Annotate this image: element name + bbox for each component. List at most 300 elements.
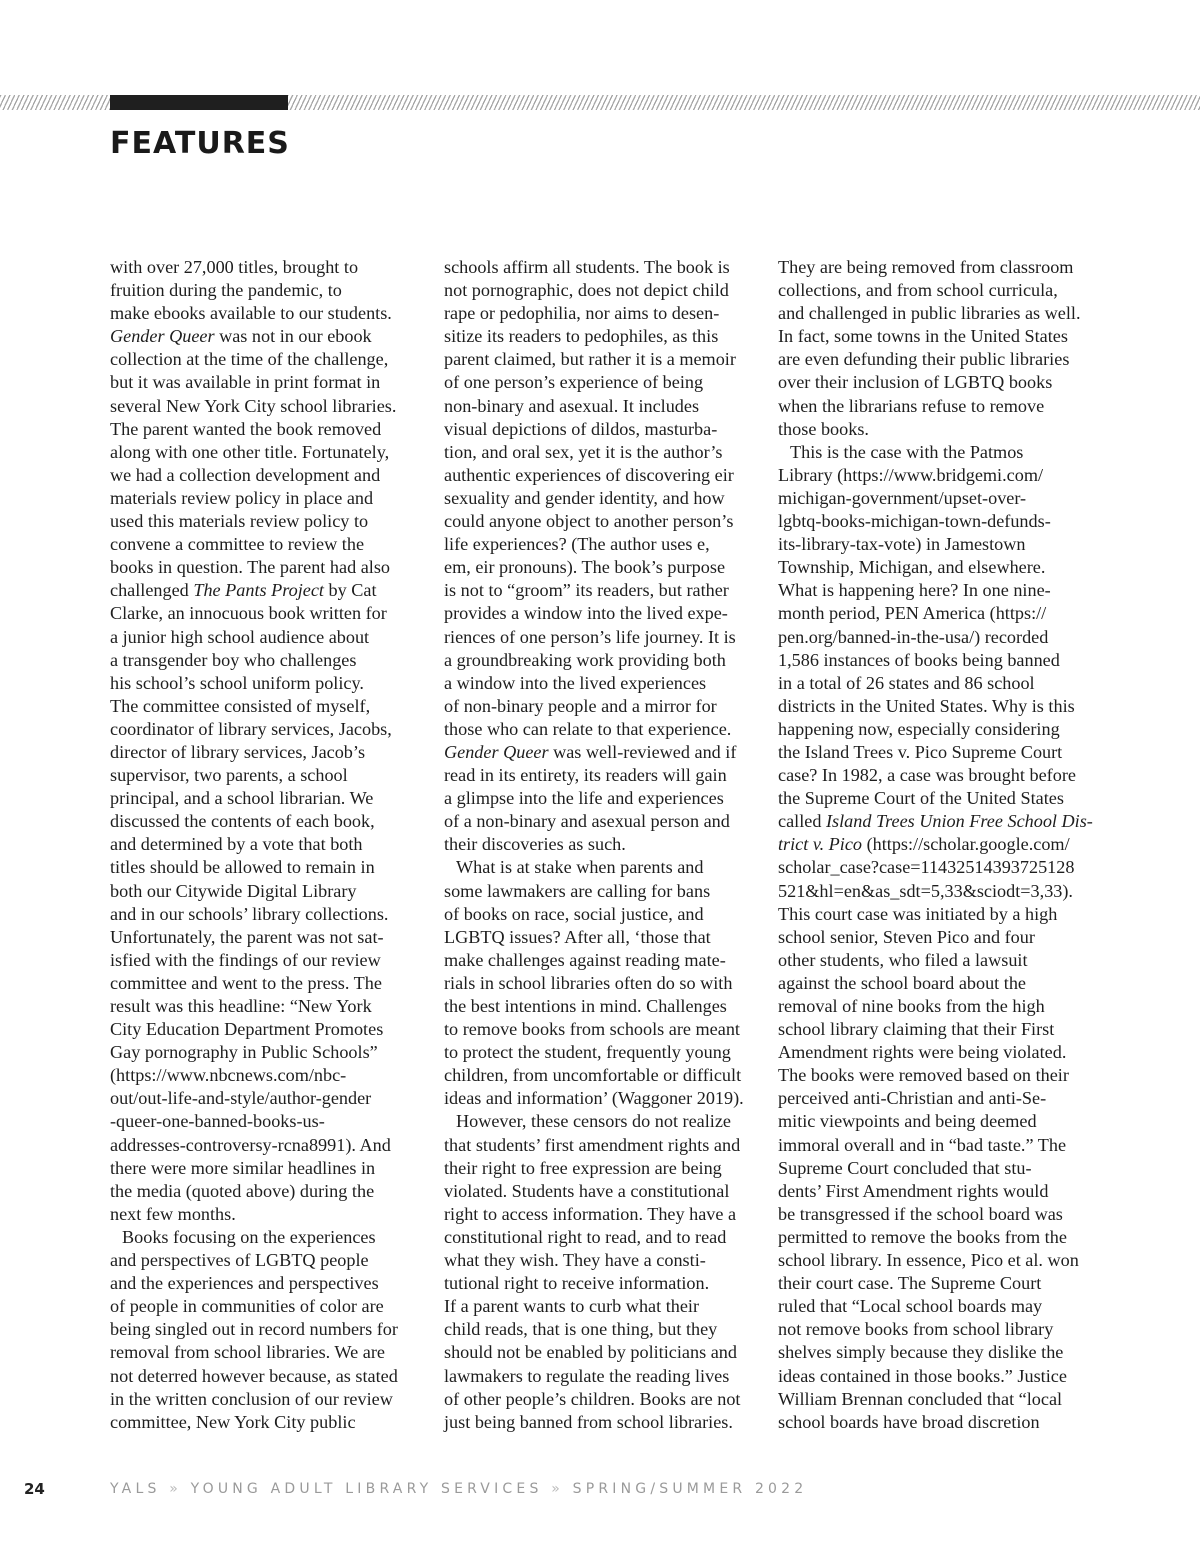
text-line xyxy=(778,487,1090,510)
text-line xyxy=(444,787,756,810)
text-line xyxy=(778,1411,1090,1434)
text-segment: The parent wanted the book removed xyxy=(110,418,382,439)
text-segment: Clarke, an innocuous book written for xyxy=(110,603,387,624)
text-segment: -queer-one-banned-books-us- xyxy=(110,1111,325,1132)
text-line xyxy=(444,833,756,856)
text-line xyxy=(444,256,756,279)
text-line xyxy=(444,533,756,556)
text-segment: not pornographic, does not depict child xyxy=(444,280,729,301)
text-line xyxy=(778,579,1090,602)
text-segment: there were more similar headlines in xyxy=(110,1157,376,1178)
text-segment: in a total of 26 states and 86 school xyxy=(778,672,1035,693)
text-segment: of people in communities of color are xyxy=(110,1296,384,1317)
text-segment: a junior high school audience about xyxy=(110,626,370,647)
text-segment: michigan-government/upset-over- xyxy=(778,487,1027,508)
text-line xyxy=(110,972,422,995)
text-segment: are even defunding their public libraries xyxy=(778,349,1070,370)
text-line xyxy=(778,949,1090,972)
text-line xyxy=(778,464,1090,487)
text-line xyxy=(444,880,756,903)
text-segment: children, from uncomfortable or difficult xyxy=(444,1065,742,1086)
text-line xyxy=(778,1341,1090,1364)
text-line xyxy=(110,833,422,856)
text-line xyxy=(110,602,422,625)
text-line xyxy=(778,695,1090,718)
text-segment: its-library-tax-vote) in Jamestown xyxy=(778,534,1026,555)
text-segment: constitutional right to read, and to read xyxy=(444,1226,727,1247)
text-line xyxy=(778,856,1090,879)
section-title: FEATURES xyxy=(110,126,290,161)
text-line xyxy=(110,1365,422,1388)
text-line xyxy=(444,371,756,394)
text-segment: Library (https://www.bridgemi.com/ xyxy=(778,464,1044,485)
text-segment: along with one other title. Fortunately, xyxy=(110,441,390,462)
text-segment: This is the case with the Patmos xyxy=(790,441,1024,462)
text-line xyxy=(444,1064,756,1087)
text-segment: permitted to remove the books from the xyxy=(778,1226,1067,1247)
text-segment: director of library services, Jacob’s xyxy=(110,741,366,762)
text-segment: some lawmakers are calling for bans xyxy=(444,880,711,901)
text-line xyxy=(444,903,756,926)
text-segment: ruled that “Local school boards may xyxy=(778,1296,1043,1317)
text-segment: Supreme Court concluded that stu- xyxy=(778,1157,1032,1178)
text-line xyxy=(444,348,756,371)
text-segment: collection at the time of the challenge, xyxy=(110,349,389,370)
text-segment: 521&hl=en&as_sdt=5,33&sciodt=3,33). xyxy=(778,880,1073,901)
text-line xyxy=(778,371,1090,394)
text-line xyxy=(444,418,756,441)
article-column-1 xyxy=(110,256,422,1434)
text-segment: next few months. xyxy=(110,1203,236,1224)
text-segment: schools affirm all students. The book is xyxy=(444,257,730,277)
text-segment: and determined by a vote that both xyxy=(110,834,363,855)
text-line xyxy=(444,602,756,625)
text-line xyxy=(110,741,422,764)
text-line xyxy=(778,833,1090,856)
text-line xyxy=(778,903,1090,926)
text-segment: the best intentions in mind. Challenges xyxy=(444,996,727,1016)
text-segment: both our Citywide Digital Library xyxy=(110,880,357,901)
text-line xyxy=(778,395,1090,418)
text-line xyxy=(778,1041,1090,1064)
text-segment: school senior, Steven Pico and four xyxy=(778,926,1035,947)
text-line xyxy=(444,1110,756,1133)
text-line xyxy=(778,602,1090,625)
text-line xyxy=(778,972,1090,995)
running-footer xyxy=(110,1481,807,1497)
text-segment: removal of nine books from the high xyxy=(778,996,1045,1016)
text-segment: school library claiming that their First xyxy=(778,1019,1055,1040)
text-segment: books in question. The parent had also xyxy=(110,557,391,578)
text-segment: called xyxy=(778,811,826,832)
text-line xyxy=(778,649,1090,672)
text-line xyxy=(778,1295,1090,1318)
text-line xyxy=(110,1064,422,1087)
text-line xyxy=(444,995,756,1018)
text-line xyxy=(778,1157,1090,1180)
text-line xyxy=(110,1041,422,1064)
text-segment: of a non-binary and asexual person and xyxy=(444,811,730,832)
text-line xyxy=(110,764,422,787)
footer-separator: » xyxy=(551,1481,564,1497)
text-line xyxy=(778,1318,1090,1341)
text-line xyxy=(778,1272,1090,1295)
text-segment: over their inclusion of LGBTQ books xyxy=(778,372,1053,393)
italic-title: Island Trees Union Free School Dis- xyxy=(825,811,1093,832)
text-segment: should not be enabled by politicians and xyxy=(444,1342,737,1363)
text-segment: ideas and information’ (Waggoner 2019). xyxy=(444,1088,744,1109)
text-line xyxy=(110,1157,422,1180)
text-segment: life experiences? (The author uses e, xyxy=(444,534,710,555)
text-segment: to protect the student, frequently young xyxy=(444,1042,731,1063)
text-line xyxy=(444,741,756,764)
text-line xyxy=(778,787,1090,810)
text-segment: Gay pornography in Public Schools” xyxy=(110,1042,378,1063)
text-line xyxy=(778,1249,1090,1272)
text-segment: is not to “groom” its readers, but rather xyxy=(444,580,729,601)
text-line xyxy=(110,371,422,394)
text-segment: mitic viewpoints and being deemed xyxy=(778,1111,1037,1132)
text-segment: The books were removed based on their xyxy=(778,1065,1069,1086)
text-segment: visual depictions of dildos, masturba- xyxy=(444,418,718,439)
text-segment: However, these censors do not realize xyxy=(456,1111,732,1132)
text-segment: William Brennan concluded that “local xyxy=(778,1388,1063,1409)
text-segment: Township, Michigan, and elsewhere. xyxy=(778,557,1046,578)
text-line xyxy=(444,1388,756,1411)
text-line xyxy=(110,256,422,279)
text-segment: child reads, that is one thing, but they xyxy=(444,1319,718,1340)
text-segment: what they wish. They have a consti- xyxy=(444,1250,706,1271)
text-segment: with over 27,000 titles, brought to xyxy=(110,257,359,277)
text-line xyxy=(444,1134,756,1157)
text-segment: result was this headline: “New York xyxy=(110,996,372,1016)
text-segment: but it was available in print format in xyxy=(110,372,381,393)
text-line xyxy=(110,464,422,487)
text-segment: principal, and a school librarian. We xyxy=(110,788,374,809)
text-segment: If a parent wants to curb what their xyxy=(444,1296,700,1317)
text-segment: committee and went to the press. The xyxy=(110,972,382,993)
text-segment: pen.org/banned-in-the-usa/) recorded xyxy=(778,626,1049,647)
text-line xyxy=(110,348,422,371)
italic-title: trict v. Pico xyxy=(778,834,863,855)
text-segment: rape or pedophilia, nor aims to desen- xyxy=(444,303,720,324)
text-segment: a glimpse into the life and experiences xyxy=(444,788,724,809)
text-segment: em, eir pronouns). The book’s purpose xyxy=(444,557,726,578)
text-line xyxy=(444,1087,756,1110)
text-line xyxy=(444,1365,756,1388)
text-segment: coordinator of library services, Jacobs, xyxy=(110,718,392,739)
italic-title: Gender Queer xyxy=(110,326,215,347)
text-segment: the Supreme Court of the United States xyxy=(778,788,1064,809)
text-line xyxy=(110,787,422,810)
text-line xyxy=(444,1157,756,1180)
text-segment: his school’s school uniform policy. xyxy=(110,672,364,693)
text-line xyxy=(444,1203,756,1226)
text-segment: provides a window into the lived expe- xyxy=(444,603,728,624)
text-segment: fruition during the pandemic, to xyxy=(110,280,342,301)
text-segment: committee, New York City public xyxy=(110,1411,356,1432)
text-segment: right to access information. They have a xyxy=(444,1203,737,1224)
text-line xyxy=(444,279,756,302)
text-line xyxy=(778,926,1090,949)
text-segment: not deterred however because, as stated xyxy=(110,1365,398,1386)
text-line xyxy=(778,1134,1090,1157)
text-line xyxy=(778,1064,1090,1087)
article-column-2 xyxy=(444,256,756,1434)
text-line xyxy=(778,741,1090,764)
text-line xyxy=(778,1018,1090,1041)
text-line xyxy=(444,949,756,972)
text-segment: challenged xyxy=(110,580,194,601)
text-line xyxy=(444,856,756,879)
text-line xyxy=(444,395,756,418)
footer-separator: » xyxy=(169,1481,182,1497)
text-segment: to remove books from schools are meant xyxy=(444,1019,740,1040)
text-segment: (https://scholar.google.com/ xyxy=(862,834,1070,855)
text-segment: and perspectives of LGBTQ people xyxy=(110,1250,369,1271)
text-line xyxy=(110,579,422,602)
text-segment: was not in our ebook xyxy=(214,326,372,347)
text-line xyxy=(110,1110,422,1133)
text-line xyxy=(110,949,422,972)
text-segment: Books focusing on the experiences xyxy=(122,1226,376,1247)
text-segment: ideas contained in those books.” Justice xyxy=(778,1365,1067,1386)
text-segment: other students, who filed a lawsuit xyxy=(778,949,1028,970)
text-segment: addresses-controversy-rcna8991). And xyxy=(110,1134,391,1155)
text-line xyxy=(110,533,422,556)
text-line xyxy=(444,1041,756,1064)
text-segment: Amendment rights were being violated. xyxy=(778,1042,1067,1063)
text-line xyxy=(444,764,756,787)
text-line xyxy=(444,718,756,741)
text-line xyxy=(444,926,756,949)
text-segment: In fact, some towns in the United States xyxy=(778,326,1068,347)
text-segment: of non-binary people and a mirror for xyxy=(444,695,717,716)
text-line xyxy=(110,302,422,325)
text-segment: make challenges against reading mate- xyxy=(444,949,726,970)
text-segment: supervisor, two parents, a school xyxy=(110,765,348,786)
text-line xyxy=(444,1341,756,1364)
text-line xyxy=(110,1226,422,1249)
text-line xyxy=(444,1249,756,1272)
text-line xyxy=(444,579,756,602)
text-segment: parent claimed, but rather it is a memoir xyxy=(444,349,736,370)
text-segment: several New York City school libraries. xyxy=(110,395,397,416)
text-line xyxy=(778,1388,1090,1411)
text-segment: dents’ First Amendment rights would xyxy=(778,1180,1049,1201)
text-segment: their court case. The Supreme Court xyxy=(778,1273,1042,1294)
text-line xyxy=(110,441,422,464)
text-line xyxy=(778,672,1090,695)
text-line xyxy=(778,510,1090,533)
text-line xyxy=(110,1411,422,1434)
text-segment: titles should be allowed to remain in xyxy=(110,857,375,878)
text-segment: sitize its readers to pedophiles, as this xyxy=(444,326,719,347)
text-segment: isfied with the findings of our review xyxy=(110,949,381,970)
text-segment: those who can relate to that experience. xyxy=(444,718,732,739)
text-line xyxy=(110,810,422,833)
text-segment: scholar_case?case=11432514393725128 xyxy=(778,857,1075,878)
text-line xyxy=(110,649,422,672)
text-line xyxy=(444,695,756,718)
text-line xyxy=(444,1226,756,1249)
text-line xyxy=(444,556,756,579)
text-line xyxy=(444,325,756,348)
text-line xyxy=(778,325,1090,348)
text-line xyxy=(778,279,1090,302)
text-segment: make ebooks available to our students. xyxy=(110,303,392,324)
text-segment: school library. In essence, Pico et al. won xyxy=(778,1250,1079,1271)
text-segment: month period, PEN America (https:// xyxy=(778,603,1047,624)
text-segment: by Cat xyxy=(324,580,377,601)
text-line xyxy=(110,695,422,718)
text-line xyxy=(778,880,1090,903)
text-line xyxy=(444,672,756,695)
text-segment: perceived anti-Christian and anti-Se- xyxy=(778,1088,1047,1109)
text-line xyxy=(110,1318,422,1341)
text-segment: City Education Department Promotes xyxy=(110,1019,384,1040)
text-segment: case? In 1982, a case was brought before xyxy=(778,765,1076,786)
text-segment: tutional right to receive information. xyxy=(444,1273,710,1294)
text-line xyxy=(110,856,422,879)
text-segment: lawmakers to regulate the reading lives xyxy=(444,1365,730,1386)
text-segment: authentic experiences of discovering eir xyxy=(444,464,734,485)
text-segment: This court case was initiated by a high xyxy=(778,903,1058,924)
text-line xyxy=(110,325,422,348)
text-line xyxy=(110,487,422,510)
text-line xyxy=(444,487,756,510)
text-segment: those books. xyxy=(778,418,869,439)
text-segment: just being banned from school libraries. xyxy=(444,1411,733,1432)
text-line xyxy=(110,395,422,418)
text-line xyxy=(444,510,756,533)
text-segment: tion, and oral sex, yet it is the author’s xyxy=(444,441,723,462)
text-segment: could anyone object to another person’s xyxy=(444,511,734,532)
text-segment: immoral overall and in “bad taste.” The xyxy=(778,1134,1067,1155)
text-line xyxy=(444,464,756,487)
text-line xyxy=(778,556,1090,579)
text-line xyxy=(444,441,756,464)
text-segment: we had a collection development and xyxy=(110,464,381,485)
text-segment: What is happening here? In one nine- xyxy=(778,580,1051,601)
text-line xyxy=(110,418,422,441)
text-line xyxy=(778,626,1090,649)
text-line xyxy=(110,279,422,302)
text-segment: used this materials review policy to xyxy=(110,511,369,532)
section-accent-bar xyxy=(110,95,288,110)
text-line xyxy=(778,441,1090,464)
text-segment: when the librarians refuse to remove xyxy=(778,395,1045,416)
text-line xyxy=(110,718,422,741)
text-segment: that students’ first amendment rights and xyxy=(444,1134,741,1155)
text-segment: being singled out in record numbers for xyxy=(110,1319,398,1340)
text-line xyxy=(778,1087,1090,1110)
text-segment: and in our schools’ library collections. xyxy=(110,903,389,924)
text-line xyxy=(110,1203,422,1226)
publication-abbrev: YALS xyxy=(110,1481,161,1497)
text-segment: the Island Trees v. Pico Supreme Court xyxy=(778,741,1063,762)
page-number: 24 xyxy=(24,1480,45,1498)
text-line xyxy=(110,995,422,1018)
text-segment: was well-reviewed and if xyxy=(548,741,737,762)
text-line xyxy=(444,1318,756,1341)
text-segment: and challenged in public libraries as well. xyxy=(778,303,1081,324)
text-line xyxy=(110,1134,422,1157)
text-line xyxy=(444,649,756,672)
article-column-3 xyxy=(778,256,1093,1434)
text-segment: districts in the United States. Why is this xyxy=(778,695,1075,716)
text-segment: The committee consisted of myself, xyxy=(110,695,371,716)
text-segment: of one person’s experience of being xyxy=(444,372,704,393)
text-segment: materials review policy in place and xyxy=(110,487,374,508)
text-line xyxy=(778,1180,1090,1203)
text-segment: rials in school libraries often do so with xyxy=(444,972,733,993)
text-segment: of other people’s children. Books are not xyxy=(444,1388,741,1409)
text-segment: a transgender boy who challenges xyxy=(110,649,357,670)
text-segment: (https://www.nbcnews.com/nbc- xyxy=(110,1065,347,1086)
text-line xyxy=(444,1272,756,1295)
text-line xyxy=(110,1087,422,1110)
text-segment: their discoveries as such. xyxy=(444,834,626,855)
text-line xyxy=(110,880,422,903)
text-segment: They are being removed from classroom xyxy=(778,257,1074,277)
text-line xyxy=(444,972,756,995)
text-line xyxy=(444,1018,756,1041)
text-line xyxy=(110,1018,422,1041)
text-line xyxy=(110,672,422,695)
text-line xyxy=(110,1272,422,1295)
text-line xyxy=(444,1180,756,1203)
text-line xyxy=(778,256,1090,279)
text-segment: not remove books from school library xyxy=(778,1319,1054,1340)
text-segment: happening now, especially considering xyxy=(778,718,1060,739)
text-line xyxy=(110,1295,422,1318)
text-segment: and the experiences and perspectives xyxy=(110,1273,379,1294)
text-segment: read in its entirety, its readers will gain xyxy=(444,765,727,786)
text-segment: discussed the contents of each book, xyxy=(110,811,375,832)
text-line xyxy=(778,810,1093,833)
text-segment: removal from school libraries. We are xyxy=(110,1342,385,1363)
text-segment: non-binary and asexual. It includes xyxy=(444,395,700,416)
italic-title: The Pants Project xyxy=(193,580,324,601)
text-line xyxy=(444,626,756,649)
text-segment: 1,586 instances of books being banned xyxy=(778,649,1060,670)
publication-name: YOUNG ADULT LIBRARY SERVICES xyxy=(190,1481,543,1497)
text-segment: against the school board about the xyxy=(778,972,1026,993)
text-segment: shelves simply because they dislike the xyxy=(778,1342,1064,1363)
text-line xyxy=(444,1411,756,1434)
text-segment: What is at stake when parents and xyxy=(456,857,704,878)
page-footer xyxy=(24,1480,1184,1502)
text-line xyxy=(110,1341,422,1364)
text-line xyxy=(778,1226,1090,1249)
text-line xyxy=(778,1365,1090,1388)
text-line xyxy=(444,1295,756,1318)
text-line xyxy=(110,903,422,926)
text-segment: the media (quoted above) during the xyxy=(110,1180,375,1201)
text-line xyxy=(778,764,1090,787)
text-line xyxy=(778,718,1090,741)
text-segment: in the written conclusion of our review xyxy=(110,1388,393,1409)
text-line xyxy=(110,1388,422,1411)
text-segment: be transgressed if the school board was xyxy=(778,1203,1063,1224)
text-line xyxy=(778,348,1090,371)
text-segment: collections, and from school curricula, xyxy=(778,280,1058,301)
italic-title: Gender Queer xyxy=(444,741,549,762)
text-segment: riences of one person’s life journey. It is xyxy=(444,626,736,647)
text-line xyxy=(110,1180,422,1203)
text-line xyxy=(778,418,1090,441)
